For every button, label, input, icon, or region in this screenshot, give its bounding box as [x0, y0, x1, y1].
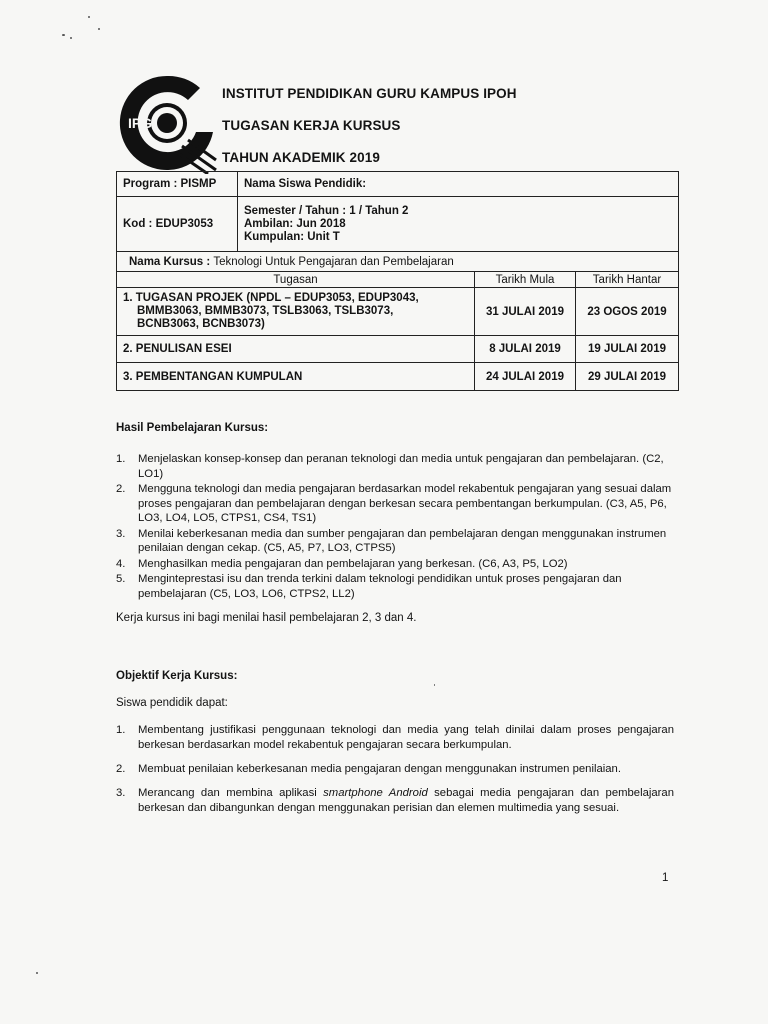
task-submit-date: 19 JULAI 2019 — [576, 336, 679, 363]
task-name: 2. PENULISAN ESEI — [117, 336, 475, 363]
list-item — [116, 452, 676, 481]
scan-speck — [98, 28, 100, 30]
ipg-logo — [116, 72, 218, 174]
objectives-title: Objektif Kerja Kursus: — [116, 670, 238, 682]
institution-name: INSTITUT PENDIDIKAN GURU KAMPUS IPOH — [222, 86, 517, 101]
semester-line: Semester / Tahun : 1 / Tahun 2 — [244, 204, 409, 217]
scan-speck — [70, 37, 72, 39]
item-number: 2. — [116, 763, 126, 775]
item-number: 3. — [116, 527, 126, 540]
task-start-date: 31 JULAI 2019 — [475, 288, 576, 336]
scan-speck — [62, 34, 65, 36]
task-submit-date: 23 OGOS 2019 — [576, 288, 679, 336]
list-item — [116, 723, 674, 753]
task-header: Tugasan — [117, 272, 475, 288]
item-text: Menghasilkan media pengajaran dan pembelajaran yang berkesan. (C6, A3, P5, LO2) — [138, 557, 568, 570]
list-item — [116, 527, 676, 556]
item-number: 2. — [116, 483, 126, 495]
document-title: TUGASAN KERJA KURSUS — [222, 118, 401, 133]
program-cell: Program : PISMP — [117, 172, 238, 197]
task-row — [117, 363, 679, 391]
coursework-info-table — [116, 171, 679, 391]
scan-speck — [88, 16, 90, 18]
list-item — [116, 557, 676, 572]
course-name-value: Teknologi Untuk Pengajaran dan Pembelajaran — [213, 255, 454, 268]
start-date-header: Tarikh Mula — [475, 272, 576, 288]
task-row — [117, 336, 679, 363]
submit-date-header: Tarikh Hantar — [576, 272, 679, 288]
scan-speck — [434, 684, 435, 686]
task-row — [117, 288, 679, 336]
task-start-date: 24 JULAI 2019 — [475, 363, 576, 391]
item-text: Merancang dan membina aplikasi smartphone Android sebagai media pengajaran dan pembelajaran berkesan dan dibangunkan dengan menggunakan perisian dan elemen multimedia yang sesuai. — [138, 787, 674, 814]
task-name: 3. PEMBENTANGAN KUMPULAN — [117, 363, 475, 391]
list-item — [116, 762, 674, 777]
objectives-list — [116, 723, 674, 825]
item-text: Menginteprestasi isu dan trenda terkini dalam teknologi pendidikan untuk proses pengajaran dan pembelajaran (C5, LO3, LO6, CTPS2, LL2) — [138, 573, 622, 600]
course-name-label: Nama Kursus : — [129, 255, 211, 268]
learning-outcomes-title: Hasil Pembelajaran Kursus: — [116, 422, 269, 434]
task-submit-date: 29 JULAI 2019 — [576, 363, 679, 391]
objectives-intro: Siswa pendidik dapat: — [116, 697, 228, 709]
list-item — [116, 482, 676, 526]
academic-year: TAHUN AKADEMIK 2019 — [222, 150, 380, 165]
scan-speck — [36, 972, 38, 974]
task-line: BCNB3063, BCNB3073) — [137, 318, 265, 330]
item-number: 1. — [116, 453, 126, 465]
item-text: Menilai keberkesanan media dan sumber pengajaran dan pembelajaran dengan menggunakan instrumen penilaian dengan cekap. (C5, A5, P7, LO3, CTPS5) — [138, 527, 667, 554]
task-name — [117, 288, 475, 336]
course-name-cell — [117, 252, 679, 272]
assessment-note: Kerja kursus ini bagi menilai hasil pembelajaran 2, 3 dan 4. — [116, 612, 417, 624]
list-item — [116, 572, 676, 601]
item-number: 4. — [116, 557, 126, 570]
item-number: 1. — [116, 724, 126, 736]
task-start-date: 8 JULAI 2019 — [475, 336, 576, 363]
item-text: Menjelaskan konsep-konsep dan peranan teknologi dan media untuk pengajaran dan pembelajaran. (C2, LO1) — [138, 453, 664, 480]
item-text: Membentang justifikasi penggunaan teknologi dan media yang telah dinilai dalam proses pengajaran berkesan berdasarkan model rekabentuk pengajaran secara berkumpulan. — [138, 724, 674, 751]
svg-text:IPG: IPG — [128, 115, 153, 131]
course-code-cell: Kod : EDUP3053 — [117, 197, 238, 252]
task-line: BMMB3063, BMMB3073, TSLB3063, TSLB3073, — [137, 305, 394, 317]
semester-cell — [238, 197, 679, 252]
intake-line: Ambilan: Jun 2018 — [244, 217, 346, 230]
learning-outcomes-list — [116, 452, 676, 602]
list-item — [116, 786, 674, 816]
page-number: 1 — [662, 872, 669, 884]
student-name-cell: Nama Siswa Pendidik: — [238, 172, 679, 197]
task-line: 1. TUGASAN PROJEK (NPDL – EDUP3053, EDUP3043, — [123, 292, 419, 304]
item-number: 3. — [116, 787, 126, 799]
item-text: Mengguna teknologi dan media pengajaran berdasarkan model rekabentuk pengajaran yang sesuai dalam proses pengajaran dan pembelajaran dengan berkesan secara pembentangan berkumpulan. (C3, A5, P6, LO3, LO4, LO5, CTPS1, CS4, TS1) — [138, 483, 672, 524]
group-line: Kumpulan: Unit T — [244, 230, 340, 243]
item-number: 5. — [116, 573, 126, 585]
item-text: Membuat penilaian keberkesanan media pengajaran dengan menggunakan instrumen penilaian. — [138, 763, 621, 775]
